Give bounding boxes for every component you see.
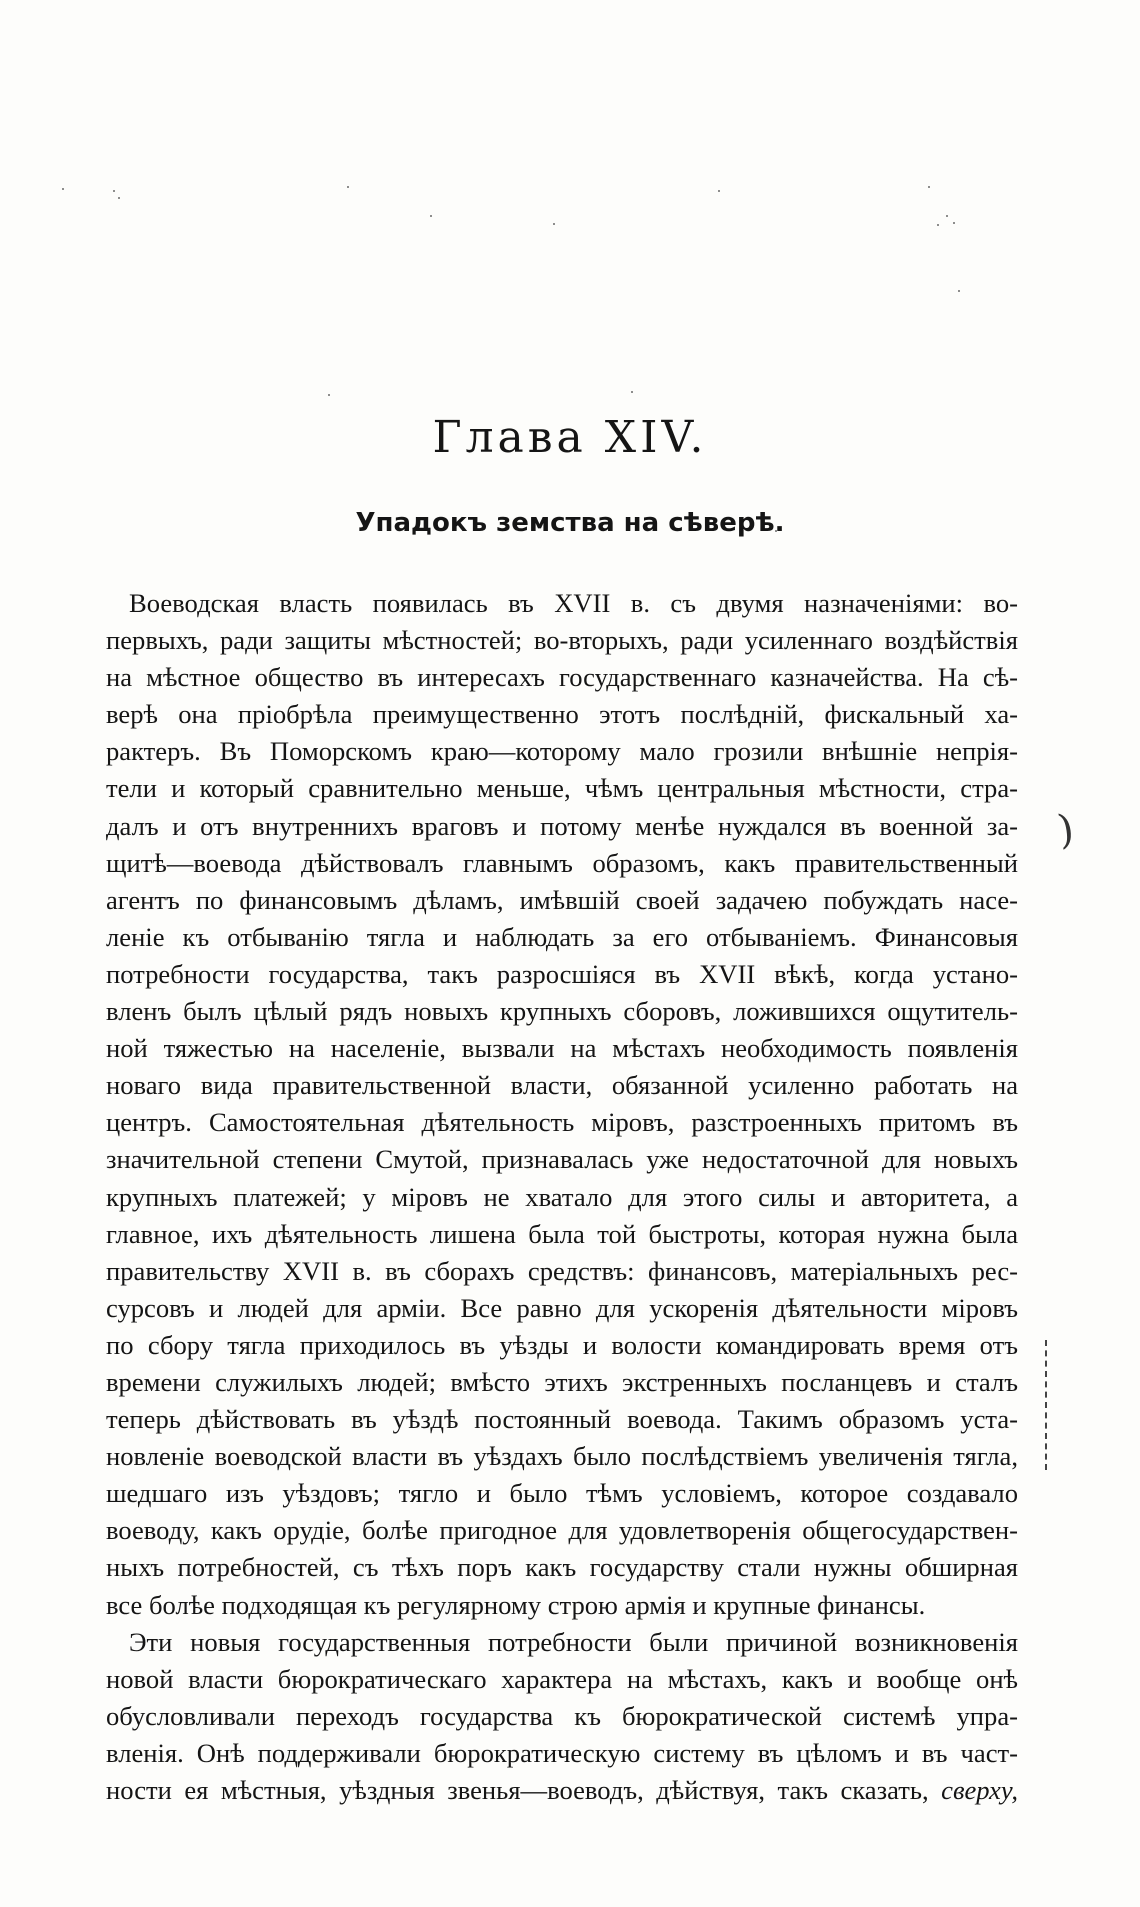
text-line: первыхъ, ради защиты мѣстностей; во-вторыхъ, ради усиленнаго воздѣйствія [106, 625, 1018, 656]
text-line: ной тяжестью на населеніе, вызвали на мѣстахъ необходимость появленія [106, 1033, 1018, 1064]
text-line-content: ности ея мѣстныя, уѣздныя звенья—воеводъ, дѣйствуя, такъ сказать, [106, 1775, 929, 1805]
italic-emphasis: сверху, [941, 1775, 1018, 1805]
text-line: правительству XVII в. въ сборахъ средствъ: финансовъ, матеріальныхъ рес- [106, 1255, 1018, 1286]
text-line: шедшаго изъ уѣздовъ; тягло и было тѣмъ условіемъ, которое создавало [106, 1478, 1018, 1509]
chapter-subtitle: Упадокъ земства на сѣверѣ. [355, 508, 785, 538]
text-line: все болѣе подходящая къ регулярному строю армія и крупные финансы. [106, 1589, 926, 1620]
text-line: по сбору тягла приходилось въ уѣзды и волости командировать время отъ [106, 1329, 1018, 1360]
text-line: обусловливали переходъ государства къ бюрократической системѣ упра- [106, 1700, 1018, 1731]
paragraph [106, 585, 1018, 1624]
text-line: новаго вида правительственной власти, обязанной усиленно работать на [106, 1070, 1018, 1101]
text-line: рактеръ. Въ Поморскомъ краю—которому мало грозили внѣшніе непрія- [106, 736, 1018, 767]
text-line: верѣ она пріобрѣла преимущественно этотъ послѣдній, фискальный ха- [106, 699, 1018, 730]
text-line: щитѣ—воевода дѣйствовалъ главнымъ образомъ, какъ правительственный [106, 847, 1018, 878]
margin-bracket-mark: ) [1054, 806, 1077, 854]
text-line: новой власти бюрократическаго характера на мѣстахъ, какъ и вообще онѣ [106, 1663, 1018, 1694]
text-line: сурсовъ и людей для арміи. Все равно для ускоренія дѣятельности міровъ [106, 1292, 1018, 1323]
text-line: леніе къ отбыванію тягла и наблюдать за его отбываніемъ. Финансовыя [106, 921, 1018, 952]
text-line: на мѣстное общество въ интересахъ государственнаго казначейства. На сѣ- [106, 662, 1018, 693]
text-line: далъ и отъ внутреннихъ враговъ и потому менѣе нуждался въ военной за- [106, 810, 1018, 841]
text-line: воеводу, какъ орудіе, болѣе пригодное для удовлетворенія общегосударствен- [106, 1515, 1018, 1546]
text-line: Эти новыя государственныя потребности были причиной возникновенія [129, 1626, 1018, 1657]
text-line: главное, ихъ дѣятельность лишена была той быстроты, которая нужна была [106, 1218, 1018, 1249]
text-line: агентъ по финансовымъ дѣламъ, имѣвшій своей задачею побуждать насе- [106, 884, 1018, 915]
paragraph [106, 1624, 1018, 1809]
margin-dash-mark [1045, 1340, 1053, 1470]
text-line: потребности государства, такъ разросшіяся въ XVII вѣкѣ, когда устано- [106, 958, 1018, 989]
text-line: Воеводская власть появилась въ XVII в. съ двумя назначеніями: во- [129, 588, 1018, 618]
text-line: значительной степени Смутой, признавалась уже недостаточной для новыхъ [106, 1144, 1018, 1175]
body-text [106, 585, 1018, 1809]
chapter-title: Глава XIV. [432, 412, 708, 463]
text-line: новленіе воеводской власти въ уѣздахъ было послѣдствіемъ увеличенія тягла, [106, 1441, 1018, 1472]
text-line: тели и который сравнительно меньше, чѣмъ центральныя мѣстности, стра- [106, 773, 1018, 804]
text-line: теперь дѣйствовать въ уѣздѣ постоянный воевода. Такимъ образомъ уста- [106, 1404, 1018, 1435]
text-line: центръ. Самостоятельная дѣятельность міровъ, разстроенныхъ притомъ въ [106, 1107, 1018, 1138]
text-line: времени служилыхъ людей; вмѣсто этихъ экстренныхъ посланцевъ и сталъ [106, 1366, 1018, 1397]
text-line: вленъ былъ цѣлый рядъ новыхъ крупныхъ сборовъ, ложившихся ощутитель- [106, 996, 1018, 1027]
text-line: вленія. Онѣ поддерживали бюрократическую систему въ цѣломъ и въ част- [106, 1737, 1018, 1768]
text-line: крупныхъ платежей; у міровъ не хватало для этого силы и авторитета, а [106, 1181, 1018, 1212]
text-line: ныхъ потребностей, съ тѣхъ поръ какъ государству стали нужны обширная [106, 1552, 1018, 1583]
text-line [106, 1772, 1018, 1809]
